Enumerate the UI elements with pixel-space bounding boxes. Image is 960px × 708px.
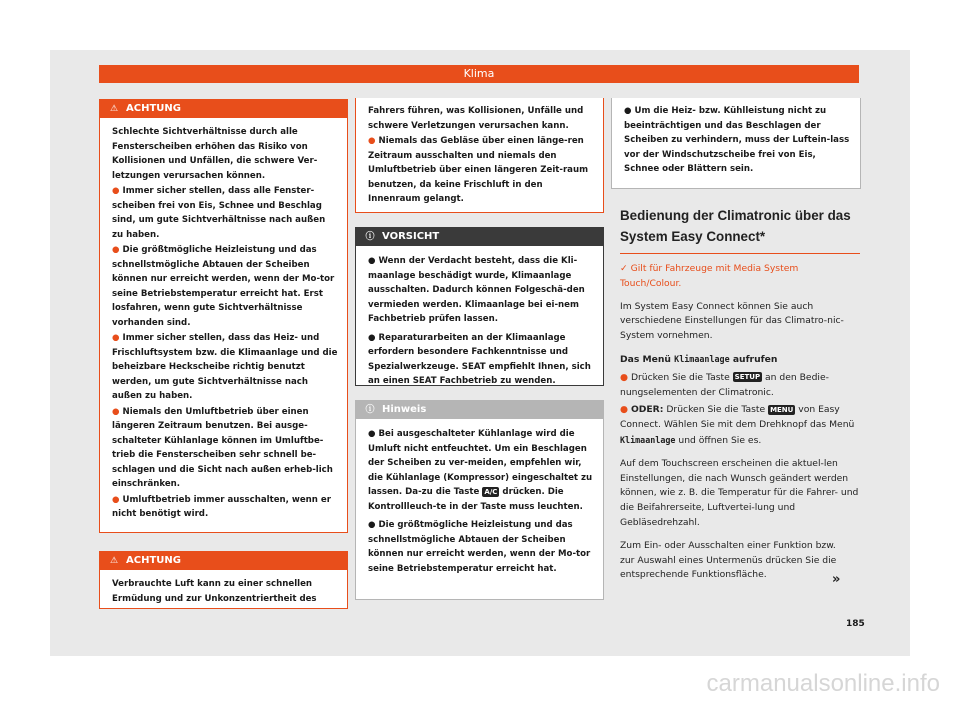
note-icon: ⓘ (365, 405, 375, 415)
info-circle-icon: ⓘ (365, 232, 375, 242)
list-item: ● Immer sicher stellen, dass das Heiz- und Frischluftsystem bzw. die Klimaanlage und die beheizbare Heckscheibe richtig benutzt werden, um gute Sichtverhältnisse nach außen zu haben. (112, 333, 338, 401)
warning-header (100, 552, 347, 570)
warning-box-2 (99, 551, 348, 609)
check-icon: ✓ (620, 263, 628, 274)
list-item: ● Die größtmögliche Heizleistung und das schnellstmögliche Abtauen der Scheiben können nur erreicht werden, wenn der Mo-tor seine Betriebstemperatur erreicht hat. (368, 520, 591, 574)
list-item: ● Niemals das Gebläse über einen länge-ren Zeitraum ausschalten und niemals den Umluftbetrieb über einen längeren Zeit-raum benutzen, da keine Frischluft in den Innenraum gelangt. (368, 136, 589, 204)
section-heading: Bedienung der Climatronic über das System Easy Connect* (620, 208, 851, 244)
list-item: ● Bei ausgeschalteter Kühlanlage wird die Umluft nicht entfeuchtet. Um ein Beschlagen der Scheiben zu ver-meiden, empfehlen wir, die Kühlanlage (Kompressor) eingeschaltet zu lassen. Da-zu die Taste A/C drücken. Die Kontrollleuch-te in der Taste muss leuchten. (368, 429, 593, 512)
caution-heading: VORSICHT (382, 231, 440, 242)
list-item: ● Immer sicher stellen, dass alle Fenster-scheiben frei von Eis, Schnee und Beschlag sind, um gute Sichtverhältnisse nach außen zu haben. (112, 186, 326, 240)
warning-icon: ⚠ (109, 104, 119, 114)
caution-body (356, 246, 603, 395)
note-header (356, 401, 603, 419)
continue-arrow-icon: » (832, 572, 841, 587)
paragraph: Im System Easy Connect können Sie auch verschiedene Einstellungen für das Climatro-nic-System vornehmen. (620, 300, 844, 342)
paragraph: Auf dem Touchscreen erscheinen die aktuel-len Einstellungen, die nach Wunsch geändert werden können, wie z. B. die Temperatur für die Fahrer- und die Beifahrerseite, Luftvertei-lung und Gebläsedrehzahl. (620, 457, 859, 528)
caution-header (356, 228, 603, 246)
list-item: ● Niemals den Umluftbetrieb über einen längeren Zeitraum benutzen. Bei ausge-schalteter Kühlanlage können im Umluftbe-trieb die Fensterscheiben sehr schnell be-schlagen und die Sicht nach außen erheb-lich einschränken. (112, 406, 333, 489)
warning-icon: ⚠ (109, 556, 119, 566)
subheading: Das Menü Klimaanlage aufrufen (620, 353, 778, 365)
warning-intro: Schlechte Sichtverhältnisse durch alle Fensterscheiben erhöhen das Risiko von Kollisionen und Unfällen, die schwere Ver-letzungen verursachen können. (112, 127, 318, 181)
setup-key-icon: SETUP (734, 373, 761, 382)
column-1 (99, 99, 348, 609)
ac-key-icon: A/C (484, 487, 498, 496)
note-body (356, 419, 603, 582)
divider (620, 253, 860, 254)
applies-note: ✓ Gilt für Fahrzeuge mit Media System Touch/Colour. (620, 263, 799, 289)
warning-body (100, 118, 347, 528)
column-3 (611, 99, 861, 583)
note-box (355, 400, 604, 600)
watermark: carmanualsonline.info (706, 670, 940, 697)
note-box-continued (611, 98, 861, 189)
menu-key-icon: MENU (770, 405, 794, 414)
warning-box (99, 99, 348, 533)
list-item: ● Reparaturarbeiten an der Klimaanlage erfordern besondere Fachkenntnisse und Spezialwerkzeuge. SEAT empfiehlt Ihnen, sich an einen SEAT Fachbetrieb zu wenden. (368, 332, 591, 386)
warning-box-continued: Fahrers führen, was Kollisionen, Unfälle und schwere Verletzungen verursachen kann. ● Niemals das Gebläse über einen länge-ren Zeitraum ausschalten und niemals den Umluftbetrieb über einen längeren Zeit-raum benutzen, da keine Frischluft in den Innenraum gelangt. (355, 98, 604, 213)
note-heading: Hinweis (382, 404, 427, 415)
warning-header (100, 100, 347, 118)
list-item: ● Die größtmögliche Heizleistung und das schnellstmögliche Abtauen der Scheiben können nur erreicht werden, wenn der Mo-tor seine Betriebstemperatur erreicht hat. Erst losfahren, wenn gute Sichtverhältnisse vorhanden sind. (112, 245, 335, 328)
list-item: ● Umluftbetrieb immer ausschalten, wenn er nicht benötigt wird. (112, 494, 331, 519)
page-number: 185 (846, 619, 865, 629)
warning-heading: ACHTUNG (126, 103, 181, 114)
list-item: ● Wenn der Verdacht besteht, dass die Kli-maanlage beschädigt wurde, Klimaanlage ausschalten. Dadurch können Folgeschä-den vermieden werden. Klimaanlage bei ei-nem Fachbetrieb prüfen lassen. (368, 256, 585, 324)
warning-heading: ACHTUNG (126, 555, 181, 566)
list-item: ● Drücken Sie die Taste SETUP an den Bedie-nungselementen der Climatronic. (620, 371, 829, 398)
list-item: ● Um die Heiz- bzw. Kühlleistung nicht zu beeinträchtigen und das Beschlagen der Scheiben zu verhindern, muss der Luftein-lass vor der Windschutzscheibe frei von Eis, Schnee oder Blättern sein. (624, 106, 850, 174)
caution-box (355, 227, 604, 386)
page-title: Klima (99, 65, 859, 83)
column-2 (355, 99, 604, 600)
paragraph: Zum Ein- oder Ausschalten einer Funktion bzw. zur Auswahl eines Untermenüs drücken Sie die entsprechende Funktionsfläche. (620, 539, 837, 581)
list-item: ● ODER: Drücken Sie die Taste MENU von Easy Connect. Wählen Sie mit dem Drehknopf das Menü Klimaanlage und öffnen Sie es. (620, 404, 855, 446)
warning-body: Verbrauchte Luft kann zu einer schnellen Ermüdung und zur Unkonzentriertheit des (112, 579, 317, 604)
